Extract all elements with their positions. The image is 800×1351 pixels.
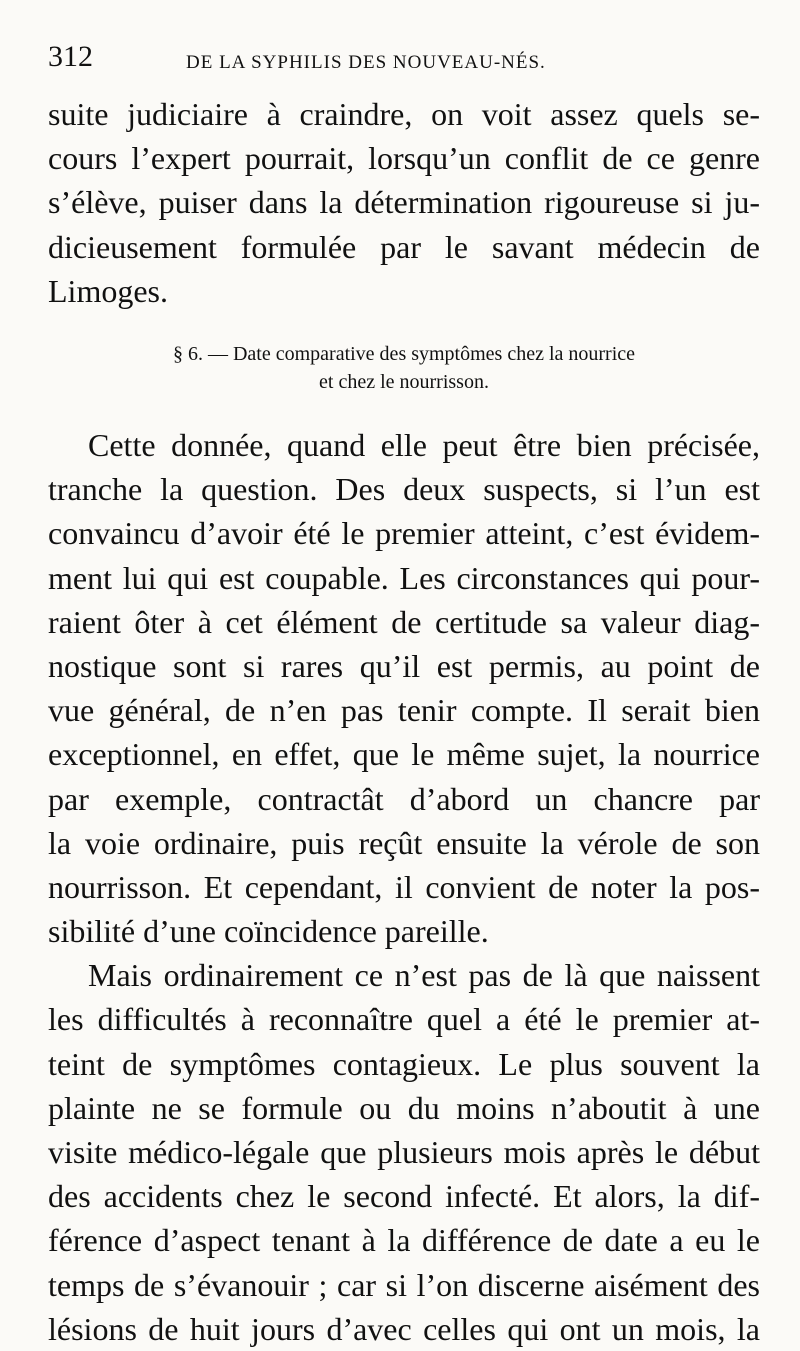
text-line: les difficultés à reconnaître quel a été le premier at- (48, 1001, 760, 1038)
text-line: Mais ordinairement ce n’est pas de là que naissent (88, 957, 760, 994)
text-line: teint de symptômes contagieux. Le plus souvent la (48, 1045, 760, 1082)
paragraph-2 (48, 953, 760, 1351)
text-line: lésions de huit jours d’avec celles qui ont un mois, la (48, 1310, 760, 1347)
paragraph-1 (48, 423, 760, 953)
text-line: temps de s’évanouir ; car si l’on discerne aisément des (48, 1266, 760, 1303)
text-line: plainte ne se formule ou du moins n’aboutit à une (48, 1089, 760, 1126)
text-line: suite judiciaire à craindre, on voit assez quels se- (48, 96, 760, 132)
text-line: Limoges. (48, 272, 168, 309)
section-heading-line-1: § 6. — Date comparative des symptômes chez la nourrice (172, 343, 636, 365)
text-line: cours l’expert pourrait, lorsqu’un conflit de ce genre (48, 140, 760, 177)
text-line: sibilité d’une coïncidence pareille. (48, 913, 489, 950)
section-body (48, 423, 760, 1351)
page-number: 312 (48, 40, 93, 73)
section-heading (48, 340, 760, 396)
text-line: convaincu d’avoir été le premier atteint, c’est évidem- (48, 515, 760, 552)
text-line: férence d’aspect tenant à la différence de date a eu le (48, 1222, 760, 1259)
text-line: tranche la question. Des deux suspects, si l’un est (48, 471, 760, 508)
text-line: Cette donnée, quand elle peut être bien précisée, (88, 427, 760, 463)
text-line: des accidents chez le second infecté. Et alors, la dif- (48, 1178, 760, 1215)
text-line: exceptionnel, en effet, que le même sujet, la nourrice (48, 736, 760, 773)
text-line: visite médico-légale que plusieurs mois après le début (48, 1134, 760, 1170)
text-line: dicieusement formulée par le savant médecin de (48, 228, 760, 265)
text-line: nostique sont si rares qu’il est permis, au point de (48, 647, 760, 684)
page-header (48, 40, 768, 80)
text-line: la voie ordinaire, puis reçût ensuite la vérole de son (48, 824, 760, 861)
text-line: raient ôter à cet élément de certitude sa valeur diag- (48, 603, 760, 640)
text-line: ment lui qui est coupable. Les circonstances qui pour- (48, 559, 760, 596)
section-heading-line-2: et chez le nourrisson. (319, 371, 489, 393)
running-title: DE LA SYPHILIS DES NOUVEAU-NÉS. (186, 52, 546, 73)
text-line: par exemple, contractât d’abord un chancre par (48, 780, 760, 817)
text-line: vue général, de n’en pas tenir compte. Il serait bien (48, 692, 760, 729)
text-line: s’élève, puiser dans la détermination rigoureuse si ju- (48, 184, 760, 221)
paragraph-continued (48, 92, 760, 313)
text-line: nourrisson. Et cependant, il convient de noter la pos- (48, 868, 760, 905)
